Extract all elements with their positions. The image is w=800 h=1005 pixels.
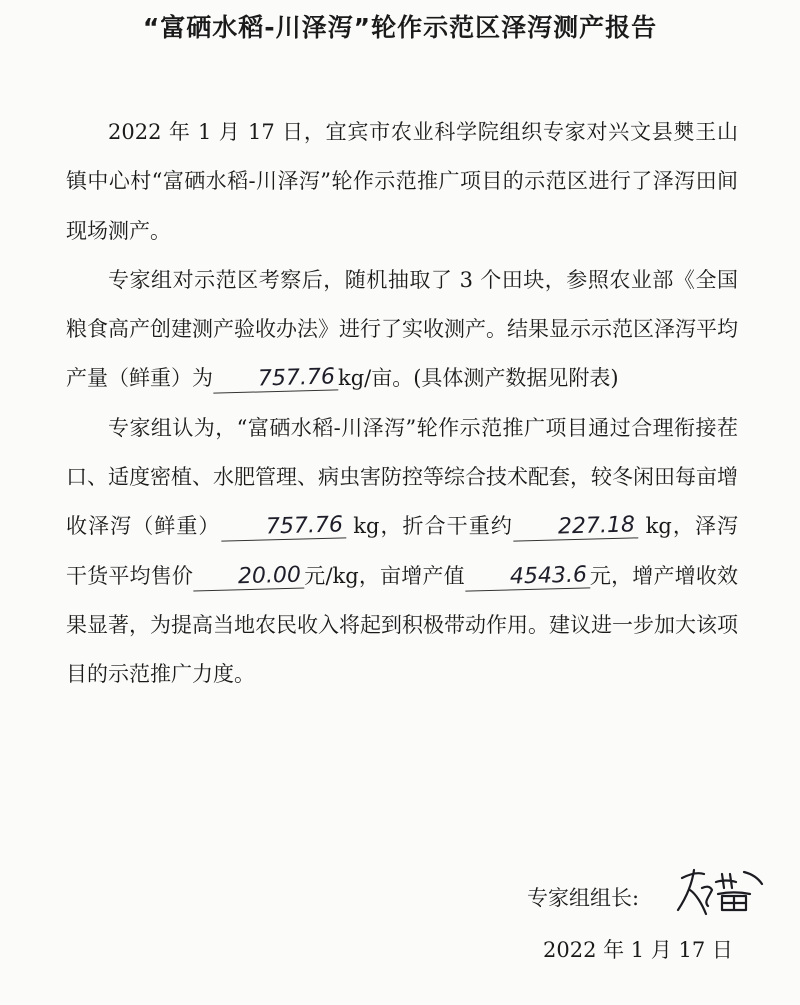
paragraph-2-text-b: kg/亩。(具体测产数据见附表) [337,366,619,391]
paragraph-2-text-a: 专家组对示范区考察后，随机抽取了 3 个田块，参照农业部《全国粮食高产创建测产验收办法》进行了实收测产。结果显示示范区泽泻平均产量（鲜重）为 [66,267,738,391]
paragraph-3-text-e: 元，增产增收效果显著，为提高当地农民收入将起到积极带动作用。建议进一步加大该项目的示范推广力度。 [66,563,739,687]
paragraph-3 [66,404,738,700]
paragraph-3-text-a: 专家组认为，“富硒水稻-川泽泻”轮作示范推广项目通过合理衔接茬口、适度密植、水肥管理、病虫害防控等综合技术配套，较冬闲田每亩增收泽泻（鲜重） [66,415,738,539]
handwritten-yield-value: 757.76 [213,366,339,394]
handwritten-signature [672,864,768,920]
report-title: “富硒水稻-川泽泻”轮作示范区泽泻测产报告 [142,13,658,42]
report-body [66,108,738,700]
paragraph-1: 2022 年 1 月 17 日，宜宾市农业科学院组织专家对兴文县僰王山镇中心村“富硒水稻-川泽泻”轮作示范推广项目的示范区进行了泽泻田间现场测产。 [66,120,738,243]
handwritten-fresh-increase: 757.76 [220,514,346,542]
paragraph-2 [66,256,738,404]
report-date: 2022 年 1 月 17 日 [543,938,733,962]
handwritten-dry-weight: 227.18 [513,514,639,542]
paragraph-3-text-c: kg，泽泻干货平均售价 [66,514,739,588]
paragraph-3-text-b: kg，折合干重约 [345,514,513,539]
expert-leader-label: 专家组组长: [527,886,640,910]
handwritten-value-increase: 4543.6 [464,563,590,591]
handwritten-average-price: 20.00 [193,563,305,591]
paragraph-3-text-d: 元/kg，亩增产值 [304,563,465,588]
